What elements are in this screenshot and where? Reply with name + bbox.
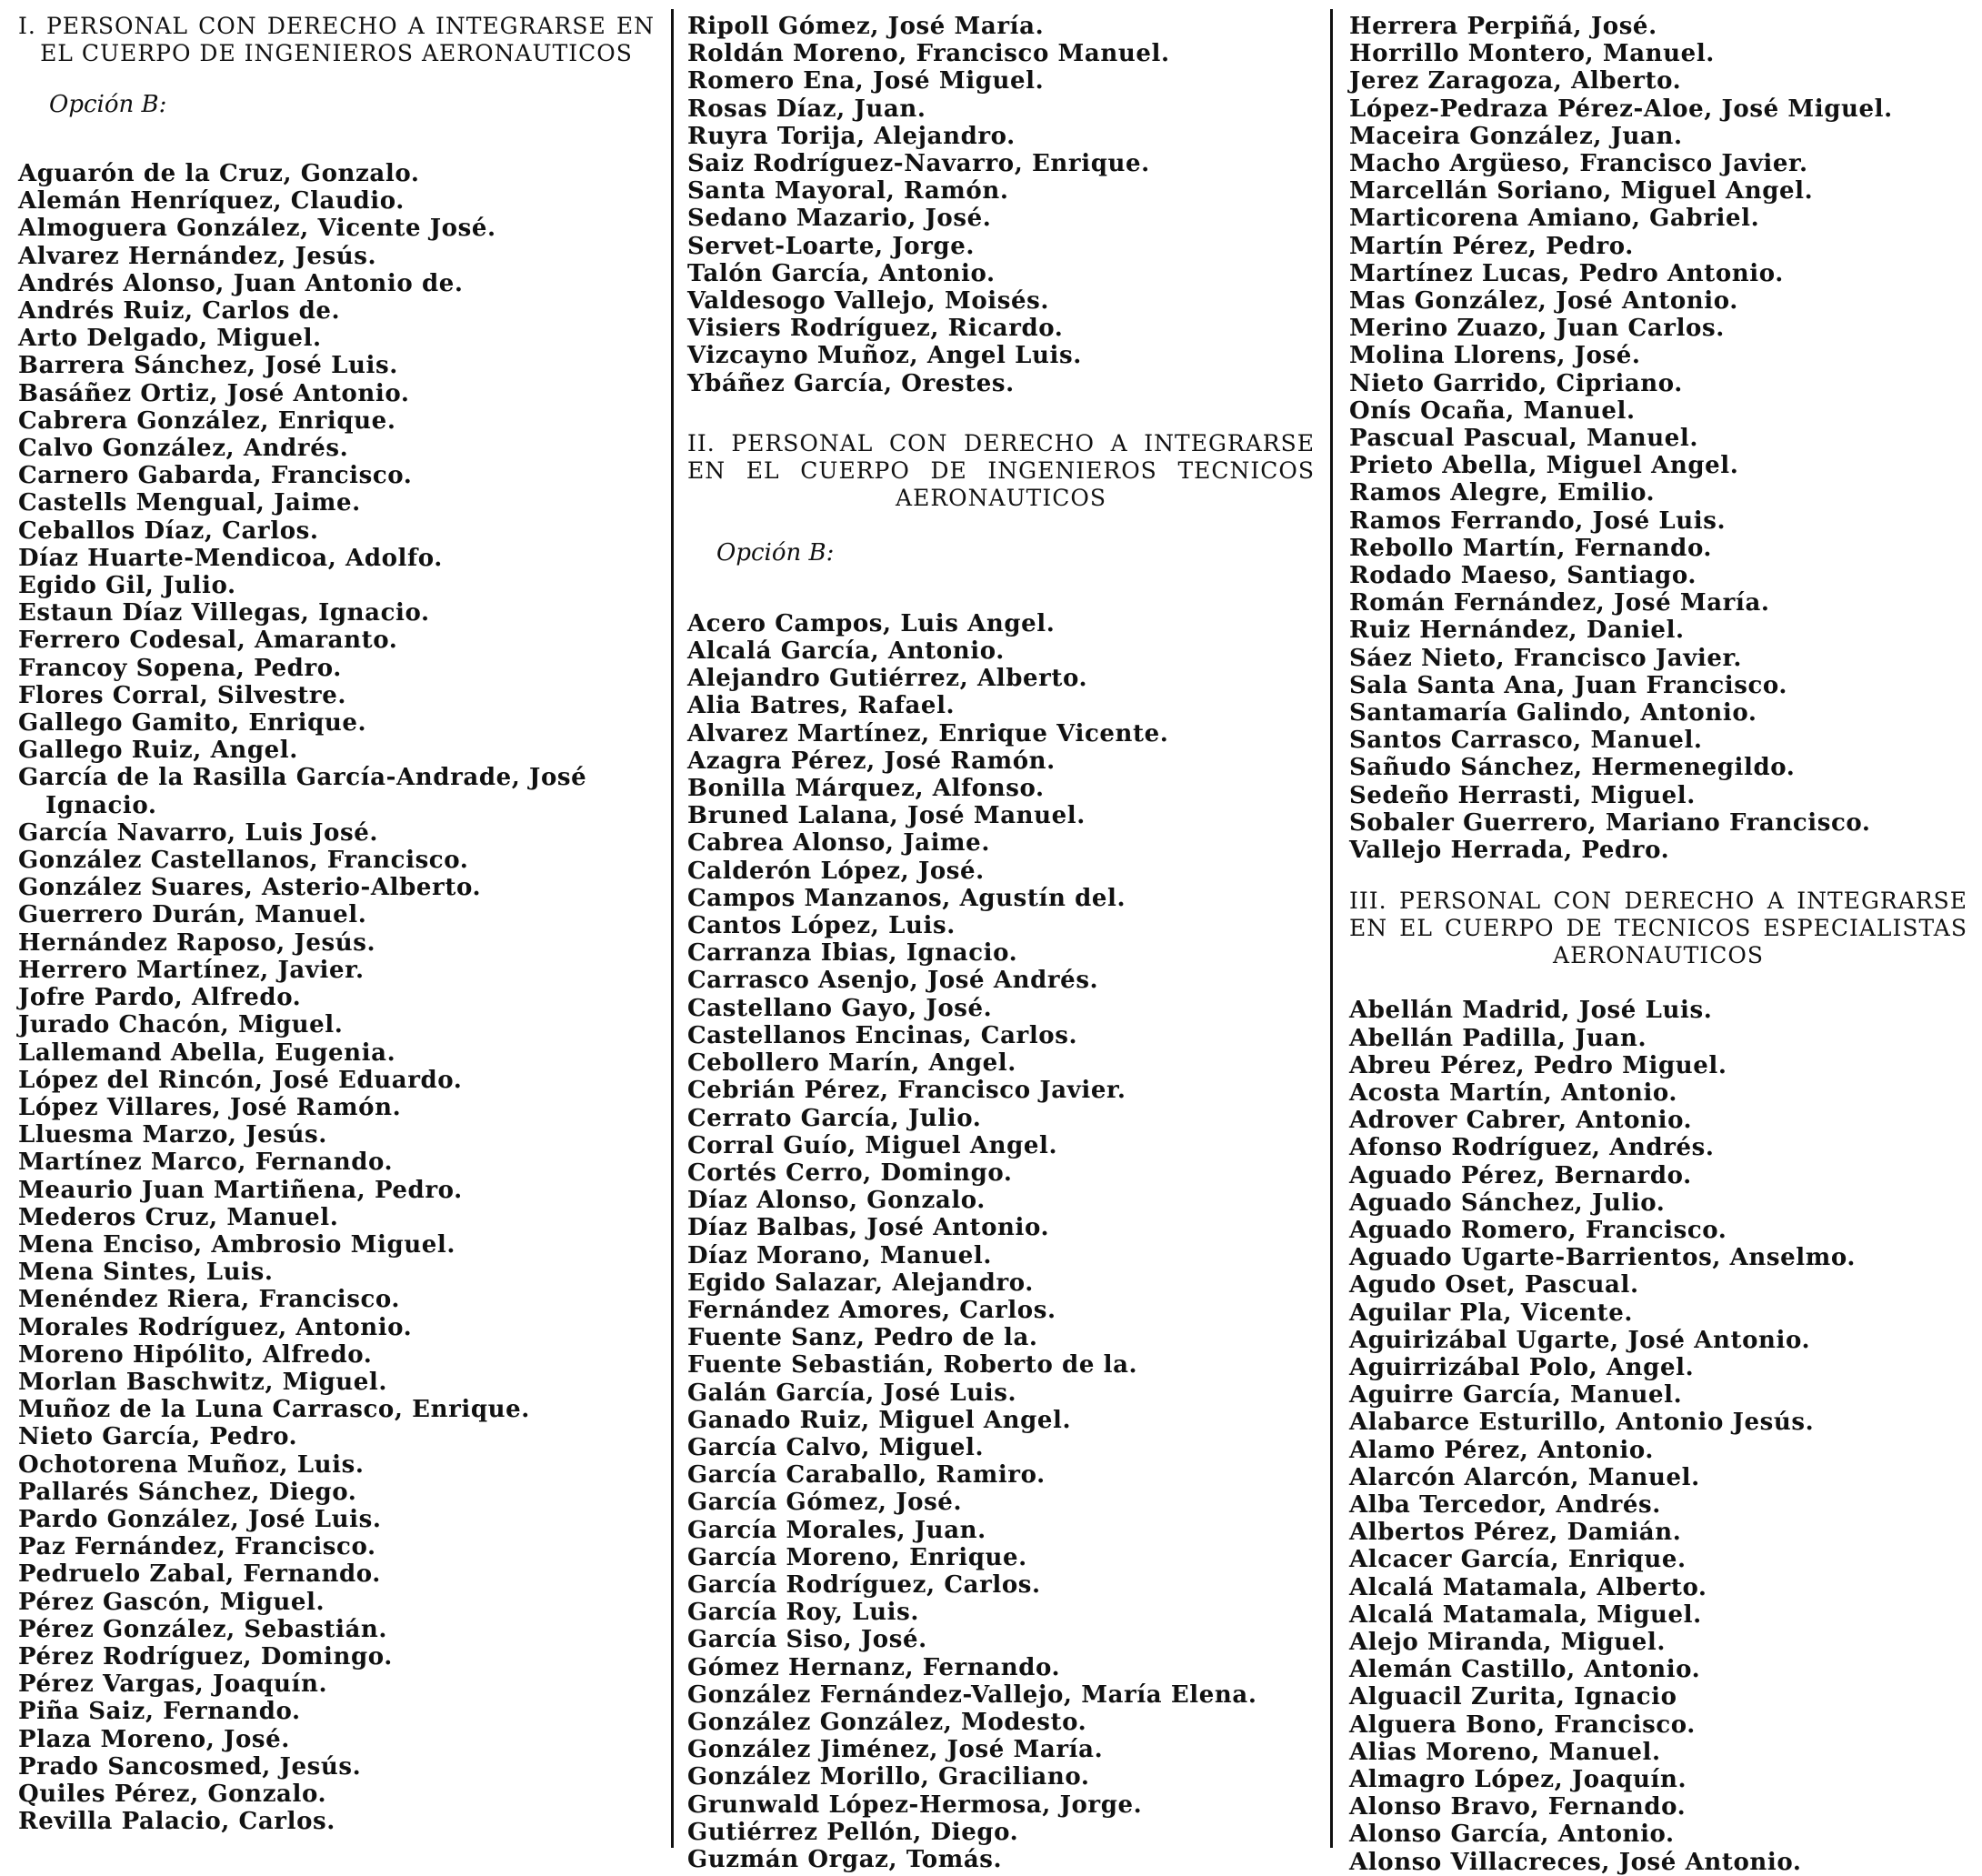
name-entry: Barrera Sánchez, José Luis. [18,352,398,380]
section-3-heading: III. PERSONAL CON DERECHO A INTEGRARSE EN EL CUERPO DE TECNICOS ESPECIALISTAS AERONAUTICOS [1349,888,1967,969]
column-divider [1330,9,1333,1848]
name-entry: Cerrato García, Julio. [687,1104,982,1132]
name-entry: Ceballos Díaz, Carlos. [18,517,319,545]
name-entry: Nieto Garrido, Cipriano. [1349,369,1683,397]
name-entry: Vizcayno Muñoz, Angel Luis. [687,342,1082,370]
name-entry: Nieto García, Pedro. [18,1423,298,1451]
name-entry: Pardo González, José Luis. [18,1505,382,1533]
name-entry: Aguirrizábal Polo, Angel. [1349,1353,1695,1381]
name-entry: Martín Pérez, Pedro. [1349,232,1634,260]
section-1-heading: I. PERSONAL CON DERECHO A INTEGRARSE EN EL CUERPO DE INGENIEROS AERONAUTICOS [18,13,655,66]
name-entry: Bruned Lalana, José Manuel. [687,802,1086,830]
name-entry: Macho Argüeso, Francisco Javier. [1349,150,1808,178]
name-entry: García de la Rasilla García-Andrade, José Ignacio. [18,764,587,819]
name-entry: Ruyra Torija, Alejandro. [687,122,1016,150]
name-entry: Rebollo Martín, Fernando. [1349,534,1713,562]
name-entry: Gutiérrez Pellón, Diego. [687,1818,1019,1846]
name-entry: Roldán Moreno, Francisco Manuel. [687,40,1170,68]
name-entry: Lluesma Marzo, Jesús. [18,1121,327,1149]
name-entry: Horrillo Montero, Manuel. [1349,40,1715,68]
name-entry: Rodado Maeso, Santiago. [1349,562,1697,590]
name-entry: Alonso Bravo, Fernando. [1349,1793,1687,1821]
name-entry: García Caraballo, Ramiro. [687,1461,1046,1490]
name-entry: Visiers Rodríguez, Ricardo. [687,315,1064,343]
name-entry: Pedruelo Zabal, Fernando. [18,1560,381,1589]
name-entry: Fuente Sanz, Pedro de la. [687,1324,1038,1352]
name-entry: Pérez Rodríguez, Domingo. [18,1642,393,1670]
name-entry: Egido Salazar, Alejandro. [687,1269,1034,1297]
name-entry: Maceira González, Juan. [1349,122,1683,150]
name-entry: Cortés Cerro, Domingo. [687,1159,1013,1187]
name-entry: Morlan Baschwitz, Miguel. [18,1368,388,1396]
name-entry: Galán García, José Luis. [687,1379,1017,1407]
name-entry: Aguado Romero, Francisco. [1349,1216,1727,1244]
name-entry: Aguirre García, Manuel. [1349,1381,1683,1410]
name-entry: Ruiz Hernández, Daniel. [1349,617,1685,645]
name-entry: López del Rincón, José Eduardo. [18,1066,463,1094]
name-entry: Alamo Pérez, Antonio. [1349,1436,1655,1464]
name-entry: Quiles Pérez, Gonzalo. [18,1780,327,1808]
name-entry: Agudo Oset, Pascual. [1349,1271,1639,1299]
name-entry: González Castellanos, Francisco. [18,847,469,875]
name-entry: González Jiménez, José María. [687,1736,1104,1764]
name-entry: Calvo González, Andrés. [18,435,349,463]
name-entry: García Moreno, Enrique. [687,1543,1027,1571]
name-entry: García Gómez, José. [687,1489,963,1517]
name-entry: Aguarón de la Cruz, Gonzalo. [18,160,420,187]
name-entry: Onís Ocaña, Manuel. [1349,396,1636,425]
name-entry: González González, Modesto. [687,1708,1087,1736]
name-entry: Morales Rodríguez, Antonio. [18,1313,413,1341]
name-entry: Pallarés Sánchez, Diego. [18,1478,357,1506]
name-entry: Ramos Alegre, Emilio. [1349,479,1656,507]
name-entry: Saiz Rodríguez-Navarro, Enrique. [687,150,1150,178]
name-entry: Castells Mengual, Jaime. [18,489,361,517]
name-entry: Jerez Zaragoza, Alberto. [1349,67,1682,95]
name-entry: López Villares, José Ramón. [18,1093,402,1121]
name-entry: García Morales, Juan. [687,1516,986,1544]
name-entry: Estaun Díaz Villegas, Ignacio. [18,599,430,627]
name-entry: Aguado Ugarte-Barrientos, Anselmo. [1349,1244,1857,1272]
name-entry: Gallego Gamito, Enrique. [18,709,367,737]
column-3 [1349,13,1967,1876]
name-entry: Santos Carrasco, Manuel. [1349,727,1703,755]
name-entry: Alcacer García, Enrique. [1349,1546,1687,1574]
name-entry: Almoguera González, Vicente José. [18,215,496,243]
name-entry: Mas González, José Antonio. [1349,287,1738,316]
name-entry: Herrera Perpiñá, José. [1349,13,1657,40]
name-entry: Mena Sintes, Luis. [18,1259,274,1287]
section-2-heading: II. PERSONAL CON DERECHO A INTEGRARSE EN EL CUERPO DE INGENIEROS TECNICOS AERONAUTICOS [687,429,1315,511]
name-entry: Mena Enciso, Ambrosio Miguel. [18,1230,456,1259]
name-entry: Alejo Miranda, Miguel. [1349,1628,1667,1656]
name-entry: García Siso, José. [687,1626,927,1654]
name-entry: Marcellán Soriano, Miguel Angel. [1349,177,1814,206]
section-3-name-list [1349,997,1967,1876]
name-entry: Flores Corral, Silvestre. [18,681,346,709]
name-entry: Castellano Gayo, José. [687,994,993,1022]
name-entry: González Fernández-Vallejo, María Elena. [687,1680,1257,1709]
column-divider [671,9,674,1848]
name-entry: Pérez González, Sebastián. [18,1615,388,1643]
name-entry: García Calvo, Miguel. [687,1433,985,1461]
name-entry: Alia Batres, Rafael. [687,692,956,720]
name-entry: Azagra Pérez, José Ramón. [687,747,1056,775]
section-2-name-list-continued [1349,13,1967,864]
name-entry: Marticorena Amiano, Gabriel. [1349,205,1760,233]
name-entry: Cebollero Marín, Angel. [687,1049,1016,1078]
name-entry: Alcalá Matamala, Alberto. [1349,1573,1707,1601]
name-entry: Arto Delgado, Miguel. [18,325,322,353]
name-entry: Bonilla Márquez, Alfonso. [687,775,1045,803]
name-entry: Alonso Villacreces, José Antonio. [1349,1848,1802,1876]
name-entry: Alvarez Hernández, Jesús. [18,242,377,270]
column-1 [18,13,655,1835]
name-entry: Plaza Moreno, José. [18,1725,290,1753]
name-entry: Egido Gil, Julio. [18,572,236,600]
name-entry: Sañudo Sánchez, Hermenegildo. [1349,754,1796,782]
name-entry: Carranza Ibias, Ignacio. [687,939,1018,968]
name-entry: Gallego Ruiz, Angel. [18,737,298,765]
name-entry: Alias Moreno, Manuel. [1349,1738,1661,1766]
name-entry: Pascual Pascual, Manuel. [1349,425,1699,453]
name-entry: Sobaler Guerrero, Mariano Francisco. [1349,808,1871,837]
name-entry: Almagro López, Joaquín. [1349,1765,1687,1793]
name-entry: Talón García, Antonio. [687,259,996,287]
name-entry: Prado Sancosmed, Jesús. [18,1752,362,1781]
name-entry: Alejandro Gutiérrez, Alberto. [687,665,1088,693]
name-entry: Acosta Martín, Antonio. [1349,1078,1678,1107]
name-entry: Alguera Bono, Francisco. [1349,1710,1696,1739]
name-entry: Cebrián Pérez, Francisco Javier. [687,1077,1126,1105]
name-entry: Lallemand Abella, Eugenia. [18,1038,396,1067]
column-2 [687,13,1315,1873]
name-entry: Abellán Madrid, José Luis. [1349,997,1713,1025]
name-entry: Campos Manzanos, Agustín del. [687,884,1126,912]
name-entry: Sedano Mazario, José. [687,205,992,233]
name-entry: Pérez Gascón, Miguel. [18,1588,325,1616]
name-entry: Basáñez Ortiz, José Antonio. [18,379,410,407]
name-entry: Santamaría Galindo, Antonio. [1349,699,1757,727]
name-entry: Fuente Sebastián, Roberto de la. [687,1351,1138,1379]
name-entry: Abellán Padilla, Juan. [1349,1024,1647,1052]
name-entry: Afonso Rodríguez, Andrés. [1349,1134,1715,1162]
section-1-name-list [18,160,655,1835]
name-entry: Prieto Abella, Miguel Angel. [1349,452,1739,480]
name-entry: Castellanos Encinas, Carlos. [687,1021,1078,1049]
name-entry: Alguacil Zurita, Ignacio [1349,1683,1677,1711]
name-entry: Andrés Alonso, Juan Antonio de. [18,269,464,297]
name-entry: Revilla Palacio, Carlos. [18,1808,335,1836]
name-entry: González Suares, Asterio-Alberto. [18,874,482,902]
name-entry: Aguirizábal Ugarte, José Antonio. [1349,1326,1811,1354]
name-entry: Molina Llorens, José. [1349,342,1641,370]
name-entry: Romero Ena, José Miguel. [687,67,1045,95]
name-entry: Ganado Ruiz, Miguel Angel. [687,1406,1072,1434]
name-entry: Grunwald López-Hermosa, Jorge. [687,1791,1143,1819]
name-entry: Adrover Cabrer, Antonio. [1349,1107,1693,1135]
name-entry: Francoy Sopena, Pedro. [18,654,342,682]
name-entry: Ochotorena Muñoz, Luis. [18,1450,365,1479]
name-entry: Menéndez Riera, Francisco. [18,1286,401,1314]
name-entry: Abreu Pérez, Pedro Miguel. [1349,1051,1727,1079]
name-entry: Cabrera González, Enrique. [18,406,396,435]
name-entry: Albertos Pérez, Damián. [1349,1519,1682,1547]
name-entry: Díaz Morano, Manuel. [687,1241,993,1269]
section-1-option: Opción B: [49,91,167,118]
name-entry: Alvarez Martínez, Enrique Vicente. [687,719,1169,747]
name-entry: Cabrea Alonso, Jaime. [687,829,990,858]
section-2-name-list [687,610,1315,1873]
name-entry: Gómez Hernanz, Fernando. [687,1653,1061,1681]
name-entry: Acero Campos, Luis Angel. [687,609,1056,637]
name-entry: López-Pedraza Pérez-Aloe, José Miguel. [1349,95,1893,123]
name-entry: Guzmán Orgaz, Tomás. [687,1845,1003,1873]
name-entry: Díaz Balbas, José Antonio. [687,1214,1050,1242]
name-entry: Cantos López, Luis. [687,912,956,940]
name-entry: Pérez Vargas, Joaquín. [18,1670,328,1699]
name-entry: Carnero Gabarda, Francisco. [18,462,413,490]
name-entry: Ripoll Gómez, José María. [687,13,1045,40]
name-entry: Sáez Nieto, Francisco Javier. [1349,644,1743,672]
name-entry: Román Fernández, José María. [1349,589,1770,617]
name-entry: Moreno Hipólito, Alfredo. [18,1340,373,1369]
name-entry: Ybáñez García, Orestes. [687,369,1015,397]
name-entry: Aguado Sánchez, Julio. [1349,1189,1666,1217]
name-entry: Sedeño Herrasti, Miguel. [1349,781,1696,809]
name-entry: García Navarro, Luis José. [18,818,378,847]
name-entry: Corral Guío, Miguel Angel. [687,1131,1058,1159]
name-entry: Valdesogo Vallejo, Moisés. [687,287,1050,316]
name-entry: Martínez Marco, Fernando. [18,1149,394,1177]
name-entry: Calderón López, José. [687,857,985,885]
name-entry: Hernández Raposo, Jesús. [18,928,376,957]
name-entry: Alarcón Alarcón, Manuel. [1349,1463,1700,1491]
name-entry: Santa Mayoral, Ramón. [687,177,1009,206]
section-1-name-list-continued [687,13,1315,397]
name-entry: Meaurio Juan Martiñena, Pedro. [18,1176,463,1204]
name-entry: Carrasco Asenjo, José Andrés. [687,967,1099,995]
name-entry: Alcalá Matamala, Miguel. [1349,1600,1702,1629]
name-entry: Muñoz de la Luna Carrasco, Enrique. [18,1396,530,1424]
name-entry: Fernández Amores, Carlos. [687,1296,1056,1324]
name-entry: Piña Saiz, Fernando. [18,1698,301,1726]
name-entry: García Roy, Luis. [687,1599,919,1627]
name-entry: Ramos Ferrando, José Luis. [1349,507,1727,535]
name-entry: Díaz Huarte-Mendicoa, Adolfo. [18,544,443,572]
name-entry: Vallejo Herrada, Pedro. [1349,837,1670,865]
name-entry: Merino Zuazo, Juan Carlos. [1349,315,1725,343]
name-entry: Jurado Chacón, Miguel. [18,1011,344,1039]
section-2-option: Opción B: [716,538,835,567]
name-entry: García Rodríguez, Carlos. [687,1570,1041,1599]
name-entry: Rosas Díaz, Juan. [687,95,926,123]
name-entry: Martínez Lucas, Pedro Antonio. [1349,259,1784,287]
name-entry: Aguilar Pla, Vicente. [1349,1299,1634,1327]
name-entry: Ferrero Codesal, Amaranto. [18,627,398,655]
name-entry: Herrero Martínez, Javier. [18,956,365,984]
name-entry: Alemán Henríquez, Claudio. [18,187,405,216]
name-entry: Aguado Pérez, Bernardo. [1349,1161,1692,1189]
name-entry: Alonso García, Antonio. [1349,1821,1675,1849]
name-entry: Sala Santa Ana, Juan Francisco. [1349,671,1788,699]
name-entry: Alabarce Esturillo, Antonio Jesús. [1349,1409,1815,1437]
name-entry: Alba Tercedor, Andrés. [1349,1490,1661,1519]
name-entry: Guerrero Durán, Manuel. [18,901,367,929]
name-entry: Díaz Alonso, Gonzalo. [687,1187,986,1215]
name-entry: Alcalá García, Antonio. [687,637,1005,666]
name-entry: Andrés Ruiz, Carlos de. [18,297,341,326]
name-entry: Servet-Loarte, Jorge. [687,232,976,260]
name-entry: Alemán Castillo, Antonio. [1349,1656,1701,1684]
name-entry: Paz Fernández, Francisco. [18,1533,376,1561]
name-entry: González Morillo, Graciliano. [687,1763,1090,1791]
name-entry: Mederos Cruz, Manuel. [18,1203,339,1231]
name-entry: Jofre Pardo, Alfredo. [18,984,302,1012]
